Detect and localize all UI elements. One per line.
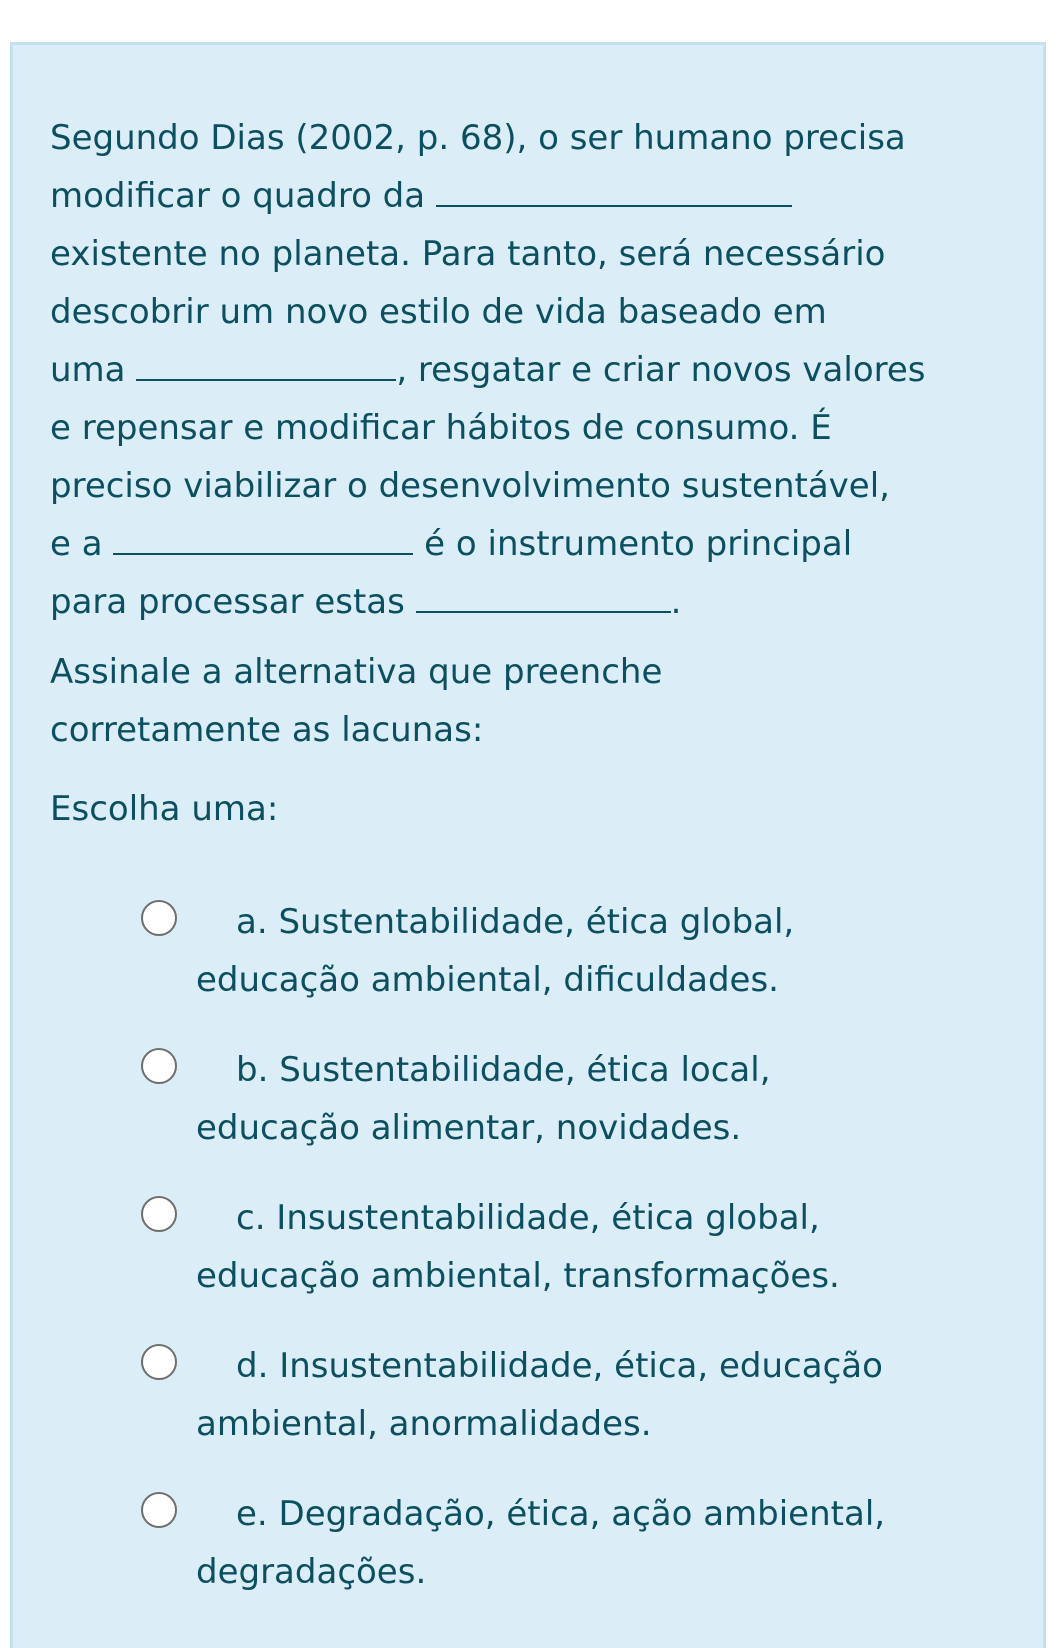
- instruction-line: [50, 701, 1040, 759]
- question-line: [50, 573, 1040, 631]
- option-c[interactable]: [141, 1189, 1021, 1319]
- question-text: preciso viabilizar o desenvolvimento sustentável,: [50, 466, 890, 506]
- question-text: é o instrumento principal: [413, 524, 853, 564]
- question-text: descobrir um novo estilo de vida baseado em: [50, 292, 827, 332]
- question-text: para processar estas: [50, 582, 416, 622]
- question-line: [50, 167, 1040, 225]
- option-d-text[interactable]: d. Insustentabilidade, ética, educação: [236, 1346, 883, 1386]
- question-line: [50, 283, 1040, 341]
- instruction-line: [50, 643, 1040, 701]
- question-line: [50, 457, 1040, 515]
- question-line: [50, 341, 1040, 399]
- radio-button-e[interactable]: [141, 1492, 177, 1528]
- radio-button-c[interactable]: [141, 1196, 177, 1232]
- choose-label: Escolha uma:: [50, 789, 279, 829]
- question-text: e repensar e modificar hábitos de consumo. É: [50, 408, 832, 448]
- blank-1: [436, 169, 792, 207]
- question-text: Segundo Dias (2002, p. 68), o ser humano precisa: [50, 118, 906, 158]
- question-text: uma: [50, 350, 137, 390]
- option-e[interactable]: [141, 1485, 1021, 1615]
- question-line: [50, 399, 1040, 457]
- option-d[interactable]: [141, 1337, 1021, 1467]
- question-text: e a: [50, 524, 114, 564]
- question-text: existente no planeta. Para tanto, será necessário: [50, 234, 886, 274]
- option-e-text[interactable]: e. Degradação, ética, ação ambiental,: [236, 1494, 886, 1534]
- option-d-text[interactable]: ambiental, anormalidades.: [196, 1404, 652, 1444]
- question-text: .: [670, 582, 682, 622]
- question-line: [50, 225, 1040, 283]
- option-b-text[interactable]: educação alimentar, novidades.: [196, 1108, 742, 1148]
- option-b[interactable]: [141, 1041, 1021, 1171]
- option-c-text[interactable]: educação ambiental, transformações.: [196, 1256, 840, 1296]
- option-c-text[interactable]: c. Insustentabilidade, ética global,: [236, 1198, 820, 1238]
- radio-button-b[interactable]: [141, 1048, 177, 1084]
- option-a[interactable]: [141, 893, 1021, 1023]
- blank-3: [113, 517, 413, 555]
- question-line: [50, 109, 1040, 167]
- option-e-text[interactable]: degradações.: [196, 1552, 427, 1592]
- question-text: , resgatar e criar novos valores: [396, 350, 926, 390]
- instruction-text: Assinale a alternativa que preenche: [50, 652, 663, 692]
- question-card: [10, 42, 1046, 1648]
- blank-2: [136, 343, 396, 381]
- instruction-text: corretamente as lacunas:: [50, 710, 484, 750]
- option-b-text[interactable]: b. Sustentabilidade, ética local,: [236, 1050, 771, 1090]
- radio-button-d[interactable]: [141, 1344, 177, 1380]
- question-text: modificar o quadro da: [50, 176, 436, 216]
- option-a-text[interactable]: educação ambiental, dificuldades.: [196, 960, 779, 1000]
- radio-button-a[interactable]: [141, 900, 177, 936]
- question-line: [50, 515, 1040, 573]
- blank-4: [416, 575, 671, 613]
- option-a-text[interactable]: a. Sustentabilidade, ética global,: [236, 902, 795, 942]
